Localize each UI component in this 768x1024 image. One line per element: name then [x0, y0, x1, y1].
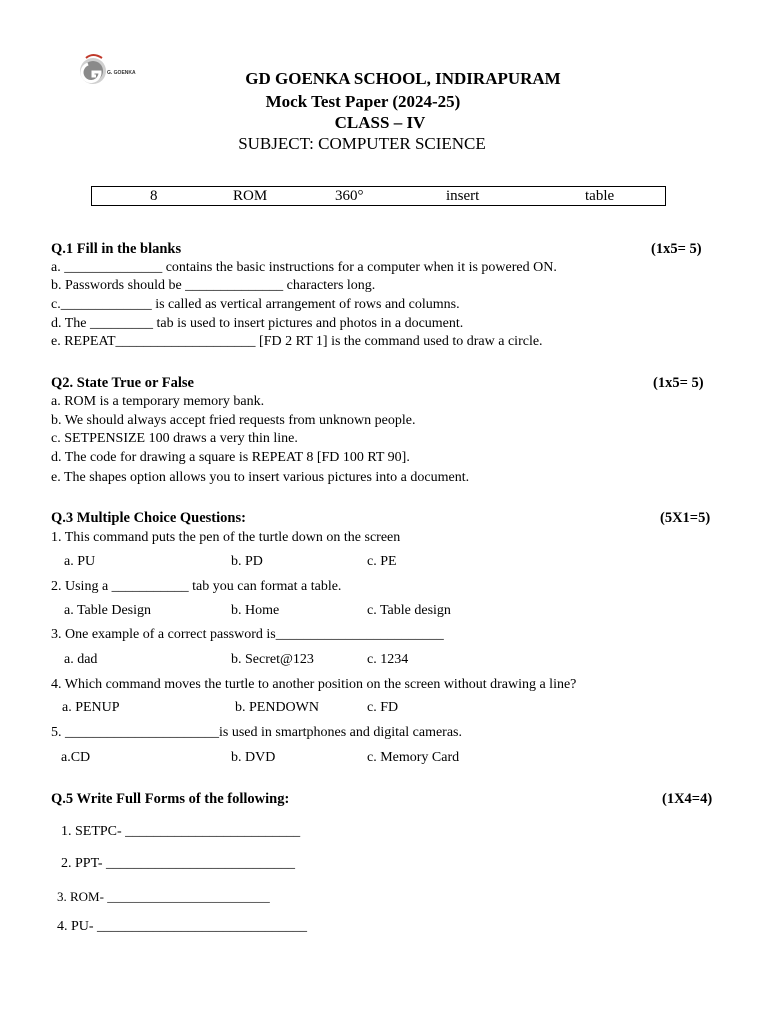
q3-marks: (5X1=5): [660, 510, 711, 526]
q2-item: b. We should always accept fried requests from unknown people.: [51, 413, 416, 428]
class-title: CLASS – IV: [334, 113, 426, 132]
q3-question: 5. ______________________is used in smartphones and digital cameras.: [51, 725, 462, 740]
q5-item: 1. SETPC- _________________________: [61, 824, 301, 839]
q3-question: 1. This command puts the pen of the turtle down on the screen: [51, 530, 401, 545]
school-logo-icon: [76, 50, 136, 90]
paper-title: Mock Test Paper (2024-25): [265, 92, 461, 111]
word-bank-item: table: [585, 188, 615, 204]
q1-item: c._____________ is called as vertical arrangement of rows and columns.: [51, 297, 460, 312]
q3-option: a. PU: [64, 554, 96, 569]
q2-item: a. ROM is a temporary memory bank.: [51, 394, 265, 409]
q2-item: c. SETPENSIZE 100 draws a very thin line.: [51, 431, 298, 446]
q3-option: c. 1234: [367, 652, 409, 667]
q2-title: Q2. State True or False: [51, 375, 194, 391]
q3-question: 4. Which command moves the turtle to another position on the screen without drawing a line?: [51, 677, 577, 692]
word-bank-item: 8: [150, 188, 158, 204]
q3-option: c. Memory Card: [367, 750, 460, 765]
q1-item: e. REPEAT____________________ [FD 2 RT 1] is the command used to draw a circle.: [51, 334, 543, 349]
q3-option: b. Secret@123: [231, 652, 314, 667]
logo-text: G. GOENKA: [107, 70, 136, 76]
q5-marks: (1X4=4): [662, 791, 713, 807]
word-bank-item: insert: [446, 188, 480, 204]
word-bank-item: ROM: [233, 188, 268, 204]
q3-title: Q.3 Multiple Choice Questions:: [51, 510, 246, 526]
q5-item: 3. ROM- _________________________: [57, 889, 270, 904]
q3-option: a. PENUP: [62, 700, 120, 715]
q2-item: d. The code for drawing a square is REPEAT 8 [FD 100 RT 90].: [51, 450, 410, 465]
word-bank-item: 360°: [335, 188, 364, 204]
school-name: GD GOENKA SCHOOL, INDIRAPURAM: [245, 69, 561, 88]
q3-option: b. DVD: [231, 750, 276, 765]
q3-option: b. Home: [231, 603, 280, 618]
q3-option: a.CD: [61, 750, 91, 765]
q2-marks: (1x5= 5): [653, 375, 704, 391]
q3-option: c. PE: [367, 554, 397, 569]
word-bank-box: [91, 186, 666, 206]
q3-question: 2. Using a ___________ tab you can format a table.: [51, 579, 342, 594]
school-logo: [76, 50, 136, 90]
q1-item: d. The _________ tab is used to insert pictures and photos in a document.: [51, 316, 464, 331]
q3-option: c. Table design: [367, 603, 451, 618]
q3-question: 3. One example of a correct password is________________________: [51, 627, 444, 642]
subject-title: SUBJECT: COMPUTER SCIENCE: [238, 134, 486, 153]
q5-item: 2. PPT- ___________________________: [61, 856, 296, 871]
q1-title: Q.1 Fill in the blanks: [51, 241, 182, 257]
q1-marks: (1x5= 5): [651, 241, 702, 257]
q3-option: a. dad: [64, 652, 98, 667]
q3-option: a. Table Design: [64, 603, 152, 618]
q3-option: c. FD: [367, 700, 399, 715]
q1-item: b. Passwords should be ______________ characters long.: [51, 278, 376, 293]
q3-option: b. PD: [231, 554, 263, 569]
q5-title: Q.5 Write Full Forms of the following:: [51, 791, 290, 807]
q1-item: a. ______________ contains the basic instructions for a computer when it is powered ON.: [51, 260, 557, 275]
q3-option: b. PENDOWN: [235, 700, 319, 715]
q5-item: 4. PU- ______________________________: [57, 919, 308, 934]
q2-item: e. The shapes option allows you to insert various pictures into a document.: [51, 470, 470, 485]
